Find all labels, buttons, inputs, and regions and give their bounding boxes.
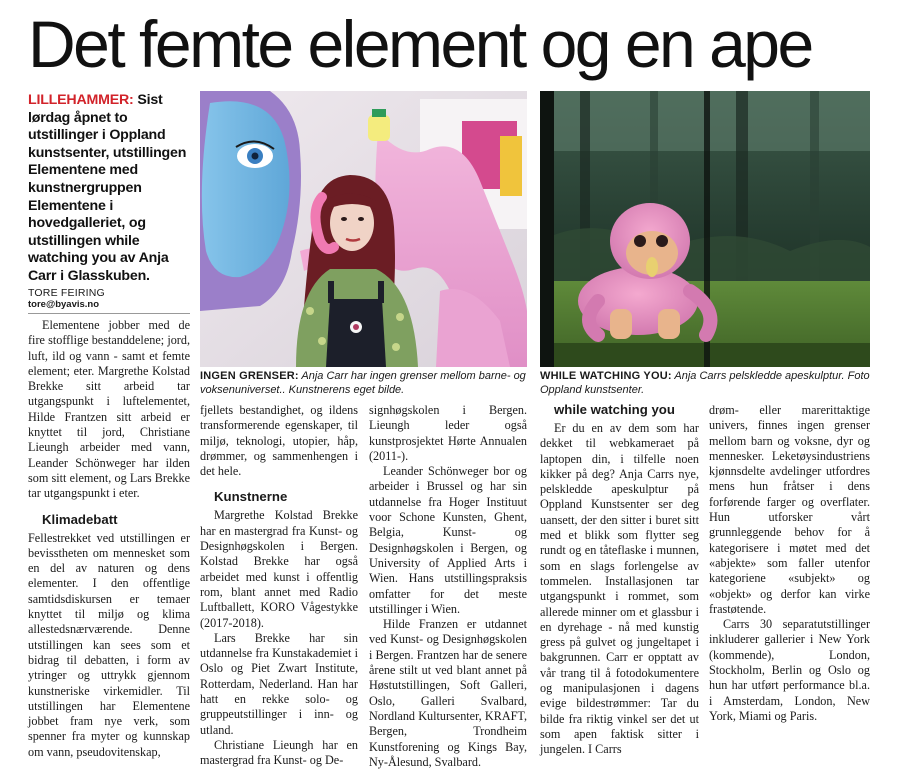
article-column-4: [540, 401, 699, 758]
headline: Det femte element og en ape: [28, 7, 812, 81]
article-column-5: [709, 403, 870, 724]
lead-text: Sist lørdag åpnet to utstillinger i Oppland kunstsenter, utstillingen Elementene med kunstnergruppen Elementene i hovedgalleriet, og utstillingen while watching you av Anja Carr i Glasskuben.: [28, 92, 187, 284]
dateline: LILLEHAMMER:: [28, 92, 134, 108]
article-column-3: [369, 403, 527, 770]
paragraph: Carrs 30 separatutstillinger inkluderer gallerier i New York (kommende), London, Stockholm, Berlin og Oslo og hun har utført performance bl.a. i Amsterdam, London, New York, Miami og Paris.: [709, 617, 870, 723]
photo1-caption: [200, 370, 527, 397]
subhead-klimadebatt: Klimadebatt: [42, 511, 118, 527]
article-column-1: [28, 318, 190, 760]
subhead-kunstnerne: Kunstnerne: [214, 489, 288, 505]
paragraph: Hilde Franzen er utdannet ved Kunst- og Designhøgskolen i Bergen. Frantzen har de senere årene stilt ut ved blant annet på Høstutstillingen, Soft Galleri, Oslo, Galleri Svalbard, Nordland Kultursenter, KRAFT, Bergen, Trondheim Kunstforening og Kings Bay, Ny-Ålesund, Svalbard.: [369, 617, 527, 769]
photo2-caption: [540, 370, 870, 397]
article-column-2: [200, 403, 358, 769]
paragraph: Lars Brekke har sin utdannelse fra Kunstakademiet i Oslo og Piet Zwart Institute, Rotterdam, Nederland. Han har hatt en rekke solo- og gruppeutstillinger i inn- og utland.: [200, 630, 358, 737]
ape-sculpture-image: [540, 91, 870, 367]
paragraph: Leander Schönweger bor og arbeider i Brussel og har sin utdannelse fra Hoger Instituut voor Schone Kunsten, Ghent, Belgia, Kunst- og Designhøgskolen i Bergen, og University of Applied Arts i Wien. Hans utstillingspraksis omfatter for det meste utstillinger i Wien.: [369, 464, 527, 616]
paragraph: signhøgskolen i Bergen. Lieungh leder også kunstprosjektet Hørte Annualen (2011-).: [369, 403, 527, 463]
paragraph: drøm- eller marerittaktige univers, finnes ingen grenser mellom barn og voksne, dyr og mennesker. Leketøysindustriens kjønnsdelte avdelinger utfordres mens hun fråtser i dens forførende farger og overflater. Hun utforsker vårt grunnleggende behov for å kategorisere i møtet med det «abjekte» som faller utenfor kategoriene «subjekt» og «objekt» og derfor kan virke frastøtende.: [709, 403, 870, 616]
paragraph: Elementene jobber med de fire stofflige bestanddelene; jord, luft, ild og vann - samt et femte element; eter. Margrethe Kolstad Brekke sitt arbeid tar utgangspunkt i luftelementet, Hilde Frantzen sitt arbeid er knyttet til jord, Christiane Lieungh arbeider med vann, Leander Schönweger har ilden som sitt element, og Lars Brekke tar utgangspunkt i eter.: [28, 318, 190, 501]
paragraph: fjellets bestandighet, og ildens transformerende egenskaper, til miljø, teknologi, utopier, håp, drømmer, og sammenhengen i det hele.: [200, 403, 358, 479]
photo-ape-sculpture: [540, 91, 870, 367]
byline-email[interactable]: tore@byavis.no: [28, 299, 100, 310]
byline-name: TORE FEIRING: [28, 287, 105, 299]
photo-artist-portrait: [200, 91, 527, 367]
caption-text: Anja Carrs pelskledde apeskulptur. Foto Oppland kunstsenter.: [540, 370, 870, 396]
caption-text: Anja Carr har ingen grenser mellom barne- og voksenuniverset.. Kunstnerens eget bilde.: [200, 370, 526, 396]
paragraph: Margrethe Kolstad Brekke har en mastergrad fra Kunst- og Designhøgskolen i Bergen. Kolstad Brekke har også arbeidet med kunst i offentlig rom, blant annet med Radio Luftballett, KORO Vågestykke (2017-2018).: [200, 508, 358, 630]
portrait-image: [200, 91, 527, 367]
paragraph: Christiane Lieungh har en mastergrad fra Kunst- og De-: [200, 737, 358, 768]
subhead-while-watching-you: while watching you: [554, 402, 675, 417]
caption-label: WHILE WATCHING YOU:: [540, 370, 672, 382]
paragraph: Fellestrekket ved utstillingen er bevisstheten om mennesket som en del av naturen og dens elementer. I den offentlige samtidsdiskursen er temaer knyttet til miljø og klima allestedsnærværende. Denne utstillingen kan sees som et bidrag til debatten, i form av ytringer og uttrykk gjennom kunstneriske virkemidler. Til utstillingen har Elementene jobbet fram nye verk, som spenner fra myter og kunnskap om vann, pseudovitenskap,: [28, 530, 190, 759]
byline-divider: [28, 313, 190, 314]
paragraph: Er du en av dem som har dekket til webkameraet på laptopen din, i tilfelle noen kikker på deg? Anja Carrs nye, pelskledde apeskulptur på Oppland Kunstsenter ser deg uansett, der den sitter i buret sitt med et blikk som flytter seg rundt og en tåteflaske i munnen, som en slags forlengelse av tommelen. Installasjonen tar utgangspunkt i rommet, som allerede minner om et glassbur i en dyrehage - nå med kunstig gress på gulvet og jungeltapet i bakgrunnen. Carr er opptatt av vår trang til å fotodokumentere og manipulasjonen i dagens evige bildestrømmer: Tar du bilde fra riktig vinkel ser det ut som apen faktisk sitter i jungelen. I Carrs: [540, 421, 699, 757]
lead-paragraph: [28, 92, 190, 286]
byline: [28, 287, 190, 310]
caption-label: INGEN GRENSER:: [200, 370, 299, 382]
